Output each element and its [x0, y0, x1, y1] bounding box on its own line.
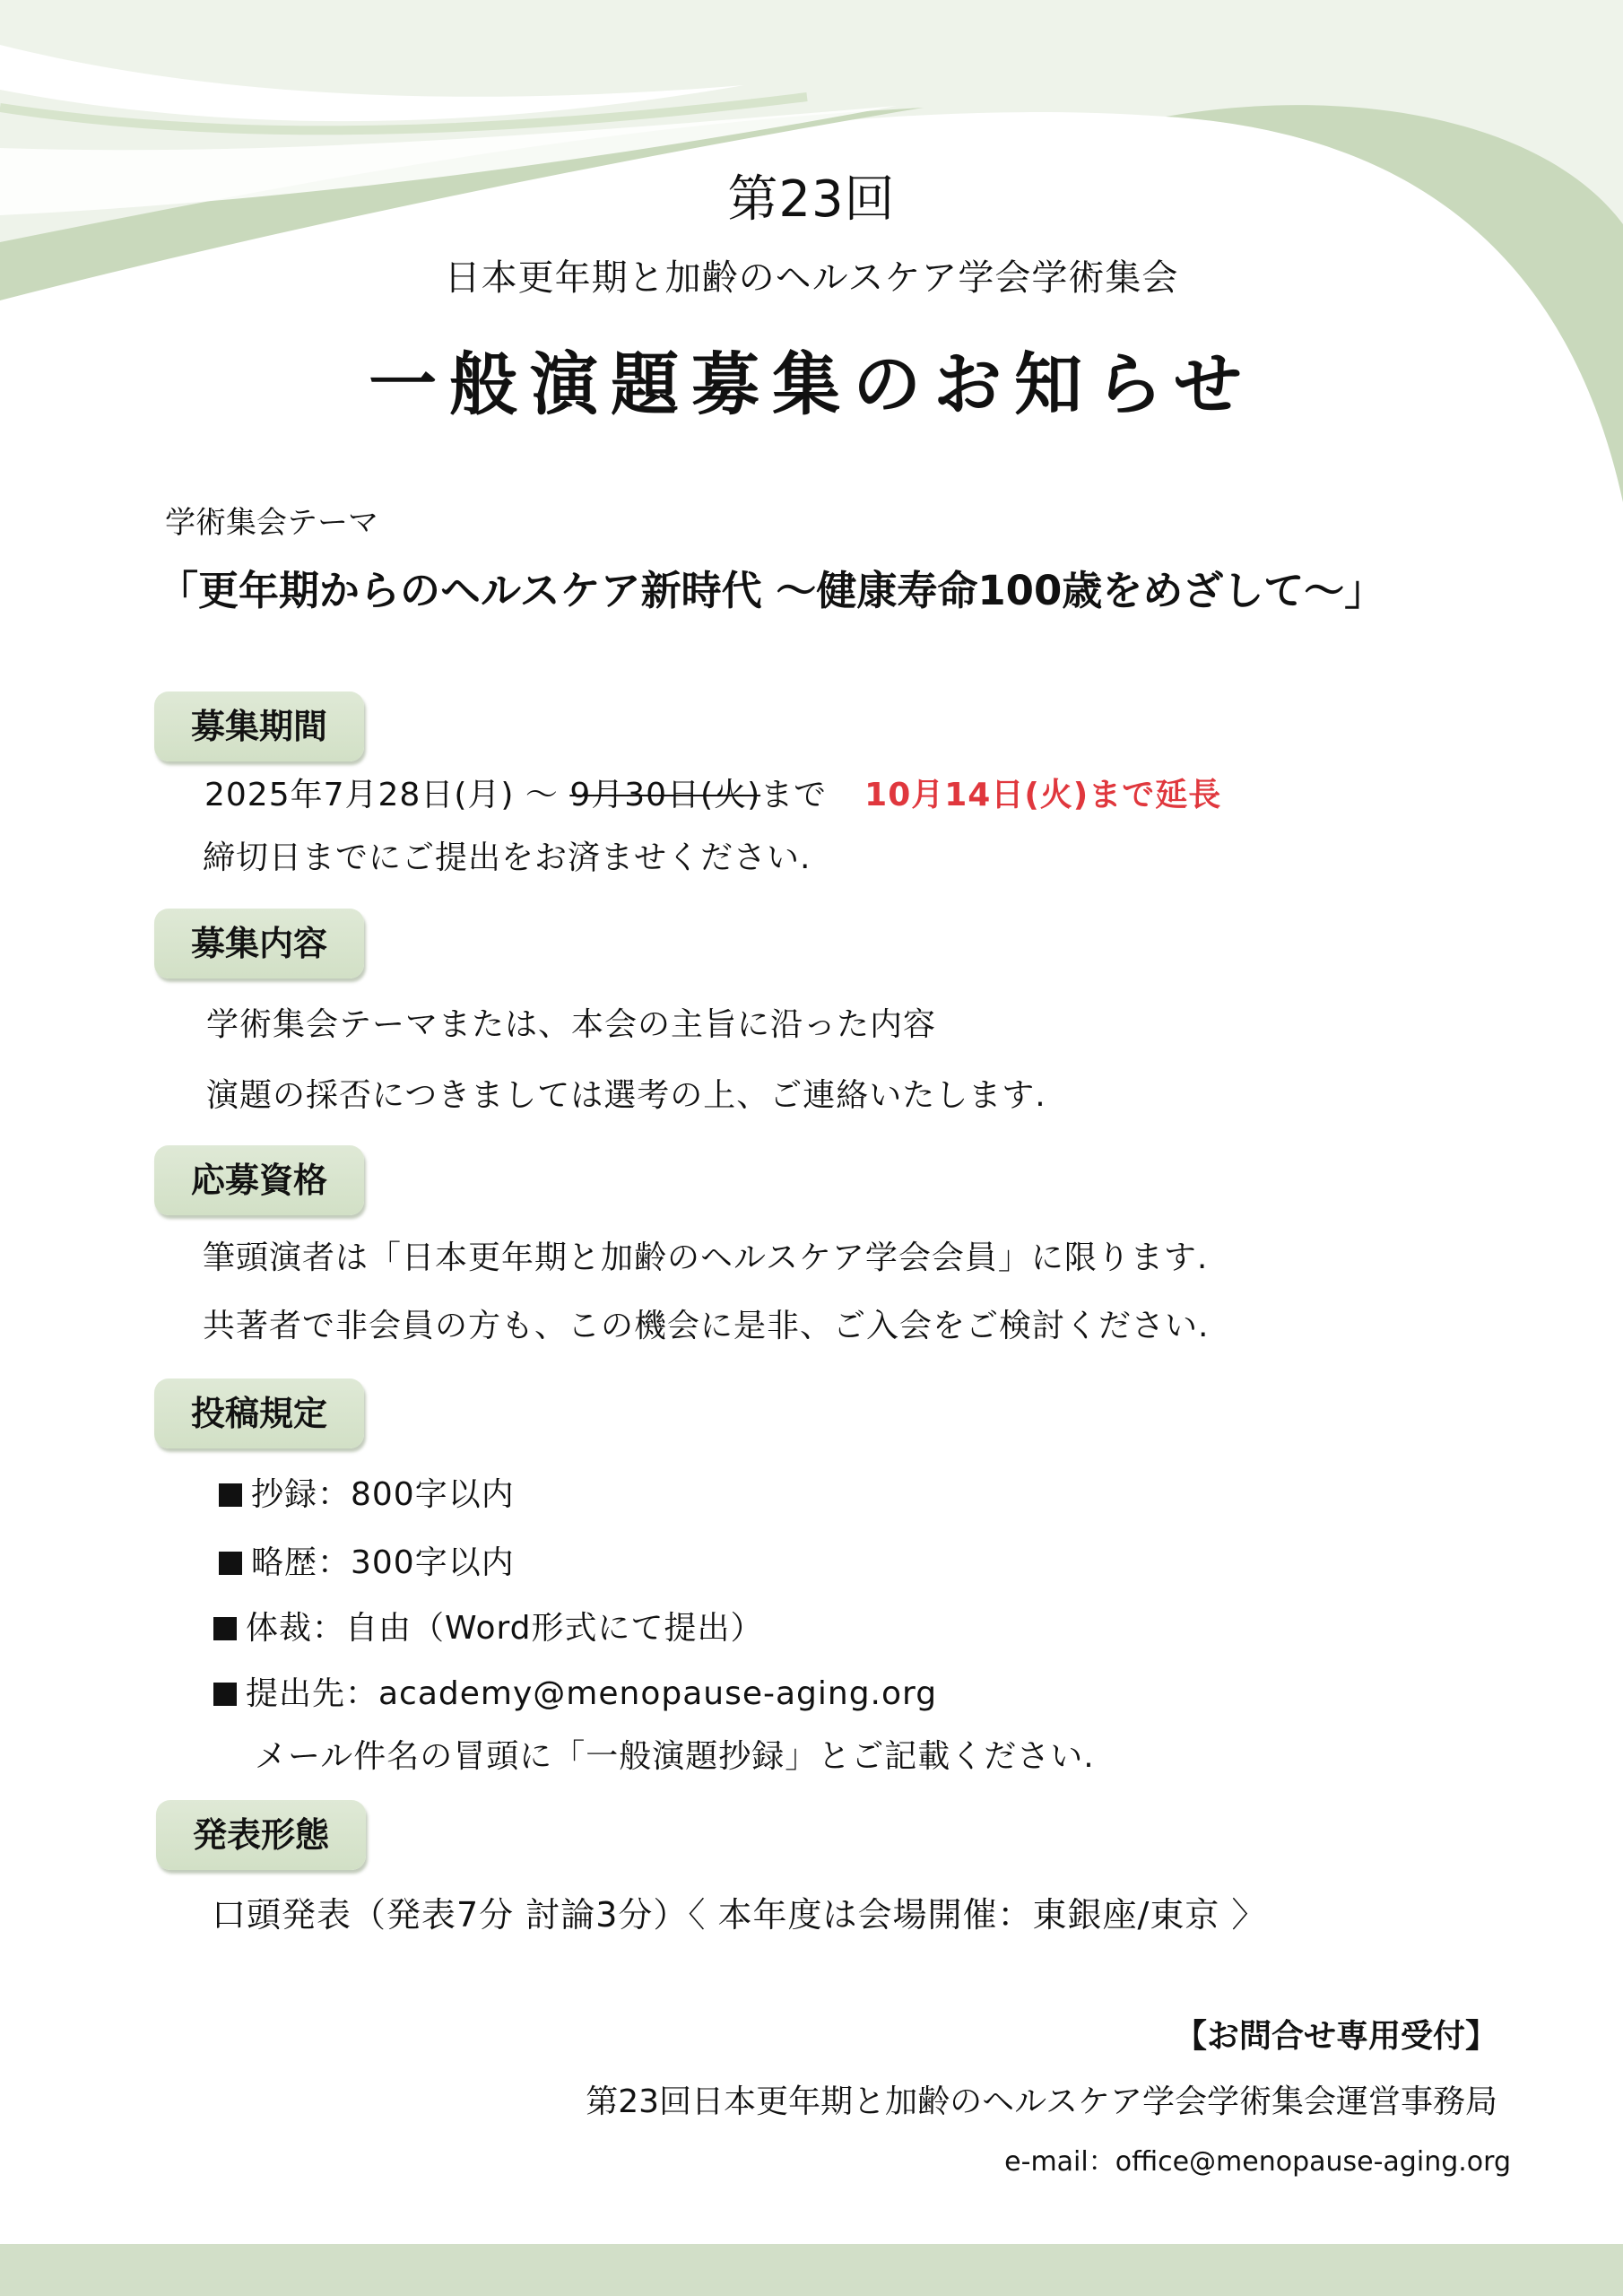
rules-item-format: 体裁：自由（Word形式にて提出）: [213, 1603, 764, 1648]
contact-office: 第23回日本更年期と加齢のヘルスケア学会学術集会運営事務局: [586, 2083, 1497, 2120]
content-line-2: 演題の採否につきましては選考の上、ご連絡いたします.: [206, 1077, 1046, 1114]
eligibility-line-2: 共著者で非会員の方も、この機会に是非、ご入会をご検討ください.: [203, 1308, 1210, 1344]
theme-label: 学術集会テーマ: [165, 505, 378, 541]
footer-bar: [0, 2244, 1623, 2296]
section-label-content: 募集内容: [154, 909, 364, 978]
period-extension: 10月14日(火)まで延長: [864, 777, 1222, 813]
rules-note: メール件名の冒頭に「一般演題抄録」とご記載ください.: [255, 1738, 1095, 1775]
rules-item-bio: 略歴：300字以内: [219, 1537, 515, 1583]
rules-item-submit: 提出先：academy@menopause-aging.org: [213, 1668, 937, 1714]
period-until: まで: [760, 777, 828, 813]
edition-number: 第23回: [727, 170, 896, 229]
period-old-deadline: 9月30日(火): [569, 777, 761, 813]
square-bullet-icon: [219, 1552, 242, 1575]
contact-email: e-mail：office@menopause-aging.org: [1004, 2146, 1511, 2178]
rules-item-abstract: 抄録：800字以内: [219, 1469, 515, 1515]
period-start: 2025年7月28日(月) ～: [204, 777, 570, 813]
section-label-format: 発表形態: [156, 1800, 366, 1870]
period-note: 締切日までにご提出をお済ませください.: [203, 839, 812, 876]
period-line: [204, 770, 1221, 815]
square-bullet-icon: [213, 1683, 237, 1706]
square-bullet-icon: [213, 1617, 237, 1640]
content-line-1: 学術集会テーマまたは、本会の主旨に沿った内容: [206, 1006, 937, 1043]
square-bullet-icon: [219, 1483, 242, 1507]
theme-title: 「更年期からのヘルスケア新時代 ～健康寿命100歳をめざして～」: [158, 567, 1385, 614]
format-line: 口頭発表（発表7分 討論3分）〈 本年度は会場開催：東銀座/東京 〉: [212, 1895, 1267, 1935]
section-label-rules: 投稿規定: [154, 1378, 364, 1448]
page-title: 一般演題募集のお知らせ: [369, 344, 1254, 424]
section-label-period: 募集期間: [154, 691, 364, 761]
contact-label: 【お問合せ専用受付】: [1174, 2018, 1497, 2055]
eligibility-line-1: 筆頭演者は「日本更年期と加齢のヘルスケア学会会員」に限ります.: [203, 1239, 1209, 1276]
organization-name: 日本更年期と加齢のヘルスケア学会学術集会: [444, 257, 1179, 299]
section-label-eligibility: 応募資格: [154, 1145, 364, 1215]
